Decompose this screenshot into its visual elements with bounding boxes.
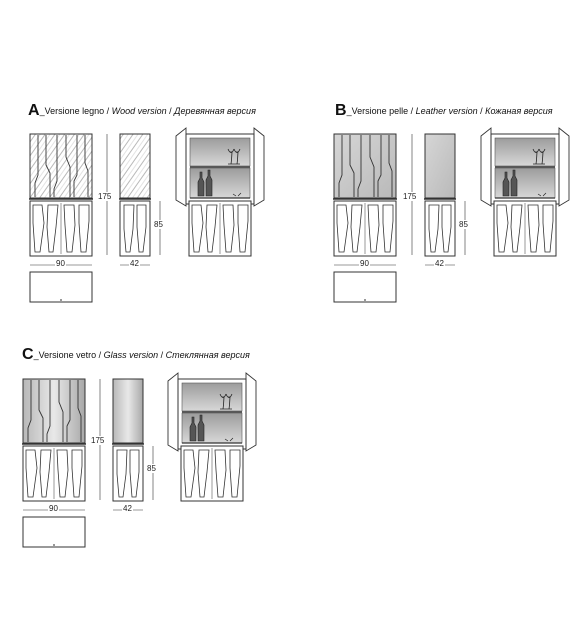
top-view-wood xyxy=(30,272,92,302)
front-view-glass xyxy=(22,379,86,501)
section-letter: A xyxy=(28,102,40,119)
top-view-glass xyxy=(23,517,85,547)
dim-height-b: 175 xyxy=(403,192,417,201)
open-view-leather xyxy=(481,128,569,256)
side-view-glass xyxy=(112,379,144,501)
dim-depth-b: 42 xyxy=(435,259,444,268)
side-view-wood xyxy=(119,134,151,256)
section-letter: B xyxy=(335,102,347,119)
open-view-wood xyxy=(176,128,264,256)
dim-base-b: 85 xyxy=(459,220,468,229)
dim-width-b: 90 xyxy=(360,259,369,268)
dim-width-c: 90 xyxy=(49,504,58,513)
front-view-leather xyxy=(333,134,397,256)
open-view-glass xyxy=(168,373,256,501)
top-view-leather xyxy=(334,272,396,302)
section-title-a: A_Versione legno / Wood version / Деревянная версия xyxy=(28,102,256,119)
dim-depth-c: 42 xyxy=(123,504,132,513)
dim-depth-a: 42 xyxy=(130,259,139,268)
dim-base-a: 85 xyxy=(154,220,163,229)
section-title-c: C_Versione vetro / Glass version / Стеклянная версия xyxy=(22,346,250,363)
side-view-leather xyxy=(424,134,456,256)
section-a-drawings xyxy=(29,128,264,302)
dim-height-c: 175 xyxy=(91,436,105,445)
dim-height-a: 175 xyxy=(98,192,112,201)
front-view-wood xyxy=(29,134,93,256)
section-letter: C xyxy=(22,346,34,363)
section-title-b: B_Versione pelle / Leather version / Кожаная версия xyxy=(335,102,553,119)
section-c-drawings xyxy=(22,373,256,547)
dim-base-c: 85 xyxy=(147,464,156,473)
section-b-drawings xyxy=(333,128,569,302)
dim-width-a: 90 xyxy=(56,259,65,268)
